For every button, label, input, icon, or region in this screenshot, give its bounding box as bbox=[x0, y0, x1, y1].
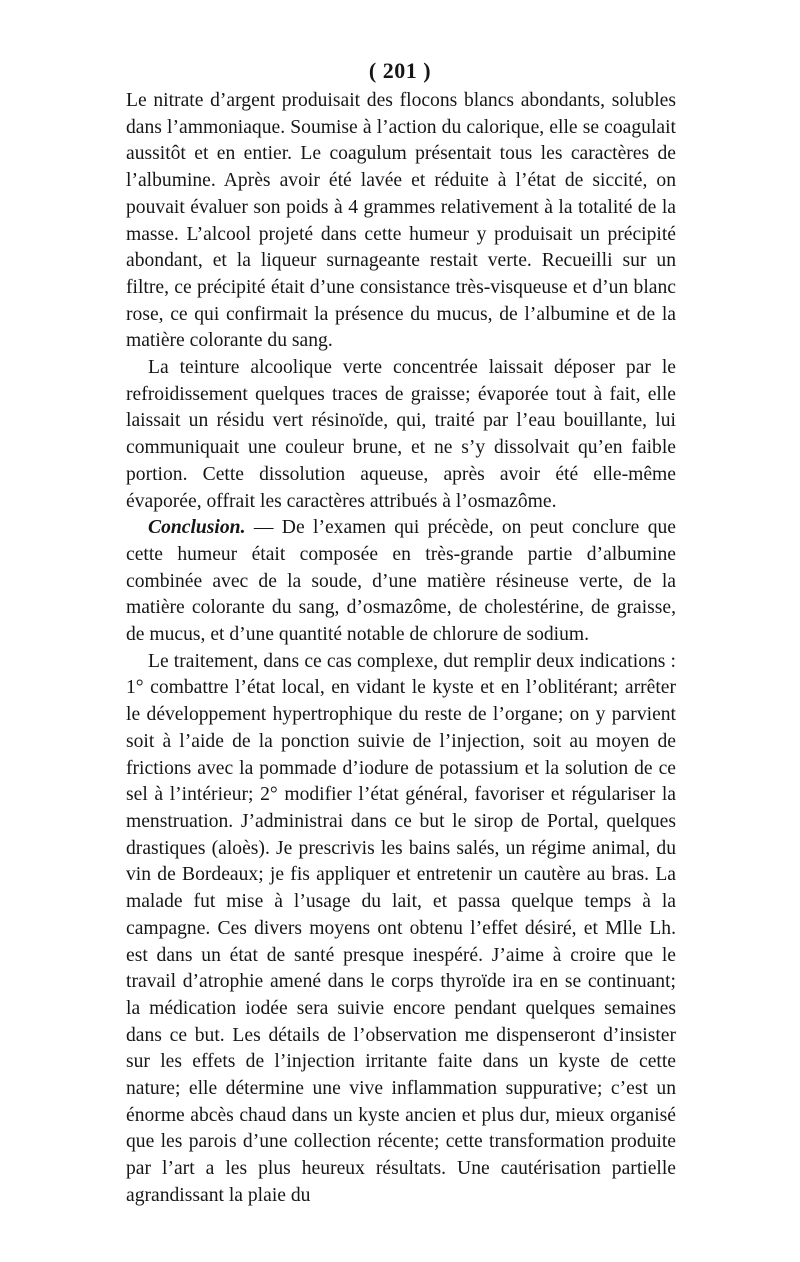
page-number: ( 201 ) bbox=[368, 58, 432, 83]
paragraph-conclusion bbox=[126, 515, 676, 649]
body-text bbox=[126, 88, 676, 1210]
paragraph-alcoholic-tincture: La teinture alcoolique verte concentrée laissait déposer par le refroidissement quelques traces de graisse; évaporée tout à fait, elle laissait un résidu vert résinoïde, qui, traité par l’eau bouillante, lui communiquait une couleur brune, et ne s’y dissolvait qu’en faible portion. Cette dissolution aqueuse, après avoir été elle-même évaporée, offrait les caractères attribués à l’osmazôme. bbox=[126, 357, 676, 512]
conclusion-text: — De l’examen qui précède, on peut conclure que cette humeur était composée en très-grande partie d’albumine combinée avec de la soude, d’une matière résineuse verte, de la matière colorante du sang, d’osmazôme, de cholestérine, de graisse, de mucus, et d’une quantité notable de chlorure de sodium. bbox=[126, 517, 676, 646]
conclusion-heading: Conclusion. bbox=[148, 517, 246, 539]
paragraph-albumine-analysis: Le nitrate d’argent produisait des flocons blancs abondants, solubles dans l’ammoniaque. Soumise à l’action du calorique, elle se coagulait aussitôt et en entier. Le coagulum présentait tous les caractères de l’albumine. Après avoir été lavée et réduite à l’état de siccité, on pouvait évaluer son poids à 4 grammes relativement à la totalité de la masse. L’alcool projeté dans cette humeur y produisait un précipité abondant, et la liqueur surnageante restait verte. Recueilli sur un filtre, ce précipité était d’une consistance très-visqueuse et d’un blanc rose, ce qui confirmait la présence du mucus, de l’albumine et de la matière colorante du sang. bbox=[126, 90, 676, 352]
paragraph-treatment: Le traitement, dans ce cas complexe, dut remplir deux indications : 1° combattre l’état local, en vidant le kyste et en l’oblitérant; arrêter le développement hypertrophique du reste de l’organe; on y parvient soit à l’aide de la ponction suivie de l’injection, soit au moyen de frictions avec la pommade d’iodure de potassium et la solution de ce sel à l’intérieur; 2° modifier l’état général, favoriser et régulariser la menstruation. J’administrai dans ce but le sirop de Portal, quelques drastiques (aloès). Je prescrivis les bains salés, un régime animal, du vin de Bordeaux; je fis appliquer et entretenir un cautère au bras. La malade fut mise à l’usage du lait, et passa quelque temps à la campagne. Ces divers moyens ont obtenu l’effet désiré, et Mlle Lh. est dans un état de santé presque inespéré. J’aime à croire que le travail d’atrophie amené dans le corps thyroïde ira en se continuant; la médication iodée sera suivie encore pendant quelques semaines dans ce but. Les détails de l’observation me dispenseront d’insister sur les effets de l’injection irritante faite dans un kyste de cette nature; elle détermine une vive inflammation suppurative; c’est un énorme abcès chaud dans un kyste ancien et plus dur, mieux organisé que les parois d’une collection récente; cette transformation produite par l’art a les plus heureux résultats. Une cautérisation partielle agrandissant la plaie du bbox=[126, 650, 676, 1206]
